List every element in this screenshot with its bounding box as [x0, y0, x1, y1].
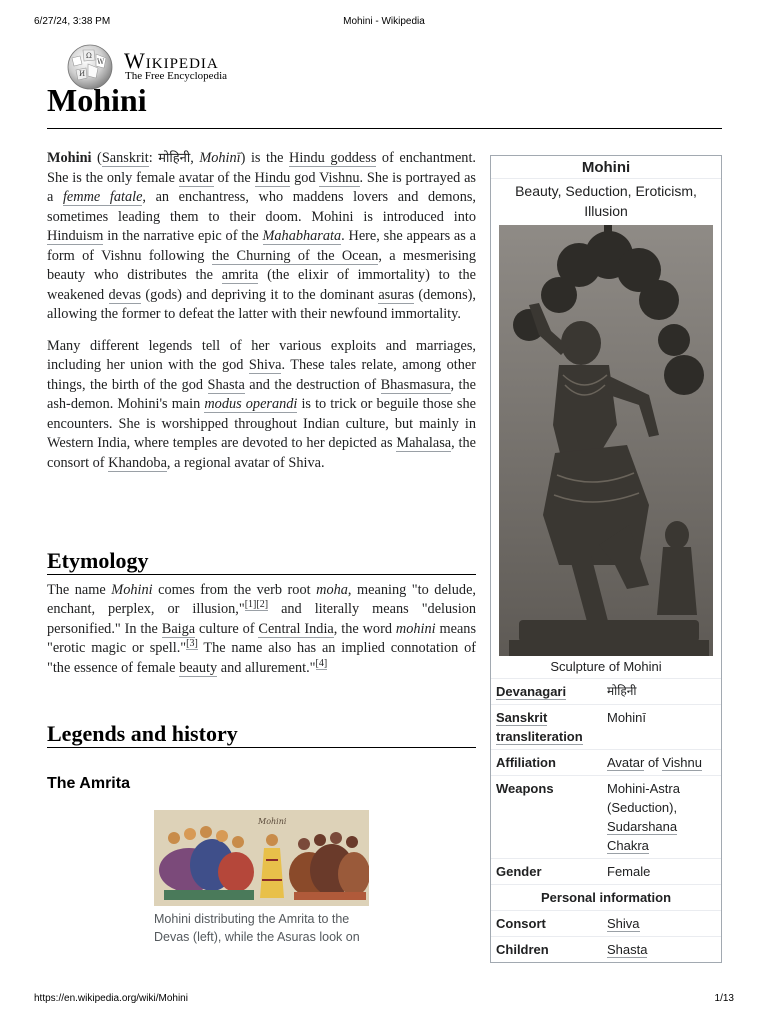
page-title: Mohini	[47, 82, 147, 118]
article-intro	[47, 149, 476, 473]
link-sanskrit[interactable]: Sanskrit	[101, 150, 149, 166]
figure-caption: Mohini distributing the Amrita to the Devas (left), while the Asuras look on	[154, 912, 360, 944]
text-run: Many different legends tell of her various exploits and marriages, including her union with the god	[47, 337, 476, 373]
text-run: The name	[47, 581, 112, 598]
infobox-row-weapons	[491, 776, 721, 859]
text-run: culture of	[195, 620, 259, 637]
link-baiga[interactable]: Baiga	[161, 620, 196, 637]
link-femme-fatale[interactable]: femme fatale	[62, 189, 143, 205]
link-modus-operandi[interactable]: modus operandi	[204, 396, 298, 412]
etymology-section	[47, 548, 477, 678]
text-run: , meaning "to delude, enchant, perplex, or illusion,"	[47, 581, 476, 617]
link-churning-of-the-ocean[interactable]: the Churning of the Ocean	[211, 247, 379, 264]
italic-term: Mohini	[111, 581, 153, 598]
infobox-row-devanagari	[491, 679, 721, 705]
text-run: (	[91, 150, 102, 166]
link-shasta[interactable]: Shasta	[207, 376, 245, 393]
amrita-painting-image[interactable]	[154, 810, 369, 906]
infobox-value-devanagari: मोहिनी	[607, 684, 637, 698]
link-asuras[interactable]: asuras	[378, 286, 415, 303]
citation-2[interactable]: [2]	[256, 599, 269, 611]
wikipedia-wordmark: Wikipedia	[124, 48, 219, 73]
link-beauty[interactable]: beauty	[179, 659, 218, 676]
link-shiva[interactable]: Shiva	[248, 357, 282, 373]
print-url: https://en.wikipedia.org/wiki/Mohini	[34, 993, 188, 1004]
text-run: god	[290, 169, 320, 186]
text-run: ,	[190, 150, 200, 166]
text-run: , a mesmerising beauty who distributes the	[47, 247, 476, 283]
text-run: :	[148, 150, 159, 166]
text-run: (demons), allowing the former to defeat the latter with their newfound immortality.	[47, 286, 476, 322]
etymology-paragraph	[47, 581, 476, 679]
devanagari-name: मोहिनी	[158, 151, 191, 166]
subject-name: Mohini	[47, 150, 92, 166]
infobox-value-sanskrit: Mohinī	[607, 710, 647, 725]
infobox-subtitle: Beauty, Seduction, Eroticism, Illusion	[515, 183, 697, 219]
text-run: , the word	[333, 620, 396, 637]
link-central-india[interactable]: Central India	[258, 620, 334, 637]
text-run: , an enchantress, who maddens lovers and demons, sometimes leading them to their doom. Mohini is introduced into	[47, 189, 476, 225]
text-run: (the elixir of immortality) to the weakened	[47, 267, 476, 303]
text-run: of enchantment. She is the only female	[47, 150, 476, 186]
link-khandoba[interactable]: Khandoba	[108, 454, 167, 471]
infobox-key-weapons: Weapons	[496, 781, 554, 796]
link-devas[interactable]: devas	[108, 286, 142, 303]
link-avatar-infobox[interactable]: Avatar	[607, 755, 645, 770]
link-mahabharata[interactable]: Mahabharata	[262, 228, 342, 244]
amrita-heading: The Amrita	[47, 774, 130, 792]
infobox-key-devanagari[interactable]: Devanagari	[496, 684, 567, 699]
infobox-row-sanskrit	[491, 705, 721, 750]
infobox-key-children: Children	[496, 942, 549, 957]
text-run: of the	[213, 169, 255, 186]
etymology-heading: Etymology	[47, 548, 149, 573]
italic-term: mohini	[395, 620, 436, 637]
infobox-key-gender: Gender	[496, 864, 542, 879]
text-run: and literally means "delusion personified." In the	[47, 601, 476, 637]
text-run: (gods) and depriving it to the dominant	[141, 286, 379, 303]
link-hinduism[interactable]: Hinduism	[47, 228, 104, 244]
link-vishnu[interactable]: Vishnu	[319, 169, 360, 186]
infobox-personal-header: Personal information	[491, 885, 721, 911]
amrita-figure	[154, 810, 369, 946]
text-run: Mohini-Astra (Seduction),	[607, 781, 680, 815]
infobox-key-consort: Consort	[496, 916, 546, 931]
infobox	[490, 155, 722, 963]
infobox-value-gender: Female	[607, 864, 651, 879]
wikipedia-tagline: The Free Encyclopedia	[125, 70, 228, 82]
link-sudarshana-chakra[interactable]: Sudarshana Chakra	[607, 819, 678, 853]
infobox-row-consort	[491, 911, 721, 937]
text-run: . These tales relate, among other things, the birth of the god	[47, 357, 476, 393]
text-run: is to trick or beguile those she encounters. She is worshipped throughout Indian culture, but mainly in Western India, where temples are devoted to her depicted as	[47, 396, 476, 451]
svg-text:W: W	[97, 58, 105, 66]
legends-heading: Legends and history	[47, 721, 238, 746]
mohini-sculpture-image[interactable]	[499, 225, 713, 656]
citation-1[interactable]: [1]	[244, 599, 257, 611]
link-avatar[interactable]: avatar	[178, 169, 214, 186]
link-hindu[interactable]: Hindu	[254, 169, 291, 186]
intro-paragraph-1	[47, 149, 476, 325]
text-run: The name also has an implied connotation of "the essence of female	[47, 640, 477, 676]
svg-text:И: И	[79, 70, 86, 78]
text-run: . Here, she appears as a form of Vishnu following	[47, 228, 476, 264]
legends-section	[47, 721, 476, 793]
link-hindu-goddess[interactable]: Hindu goddess	[289, 150, 377, 166]
infobox-value-weapons	[607, 779, 716, 855]
infobox-image-caption: Sculpture of Mohini	[491, 656, 721, 679]
text-run: , the ash-demon. Mohini's main	[47, 376, 476, 412]
title-divider	[47, 128, 722, 129]
text-run: ) is the	[240, 150, 290, 166]
link-vishnu-infobox[interactable]: Vishnu	[662, 755, 702, 770]
link-bhasmasura[interactable]: Bhasmasura	[380, 376, 451, 393]
svg-text:Ω: Ω	[86, 52, 92, 60]
infobox-key-sanskrit[interactable]: Sanskrit transliteration	[496, 710, 583, 744]
text-run: , a regional avatar of Shiva.	[166, 454, 325, 471]
text-run: means "erotic magic or spell."	[47, 620, 477, 656]
text-run: of	[644, 755, 663, 770]
infobox-row-gender	[491, 859, 721, 885]
print-datetime: 6/27/24, 3:38 PM	[34, 16, 111, 27]
text-run: comes from the verb root	[152, 581, 317, 598]
link-shiva-infobox[interactable]: Shiva	[607, 916, 640, 931]
infobox-row-affiliation	[491, 750, 721, 776]
citation-3[interactable]: [3]	[186, 638, 198, 650]
infobox-title: Mohini	[491, 156, 721, 179]
text-run: . She is portrayed as a	[47, 169, 476, 205]
section-divider	[47, 574, 476, 575]
infobox-value-affiliation	[607, 753, 716, 772]
citation-4[interactable]: [4]	[315, 657, 328, 669]
link-mahalasa[interactable]: Mahalasa	[396, 435, 452, 451]
section-divider	[47, 747, 476, 748]
link-amrita[interactable]: amrita	[221, 267, 259, 283]
text-run: in the narrative epic of the	[103, 228, 263, 244]
print-tab-title: Mohini - Wikipedia	[343, 16, 425, 27]
text-run: and the destruction of	[244, 376, 381, 393]
figure-inscription: Mohini	[258, 817, 287, 826]
text-run: , the consort of	[47, 435, 476, 471]
transliterated-name: Mohinī	[199, 150, 241, 166]
print-page-number: 1/13	[714, 993, 734, 1004]
intro-paragraph-2	[47, 337, 476, 474]
infobox-row-children	[491, 937, 721, 962]
italic-term: moha	[316, 581, 348, 598]
text-run: and allurement."	[217, 659, 316, 676]
link-shasta-infobox[interactable]: Shasta	[607, 942, 648, 957]
infobox-key-affiliation: Affiliation	[496, 755, 556, 770]
